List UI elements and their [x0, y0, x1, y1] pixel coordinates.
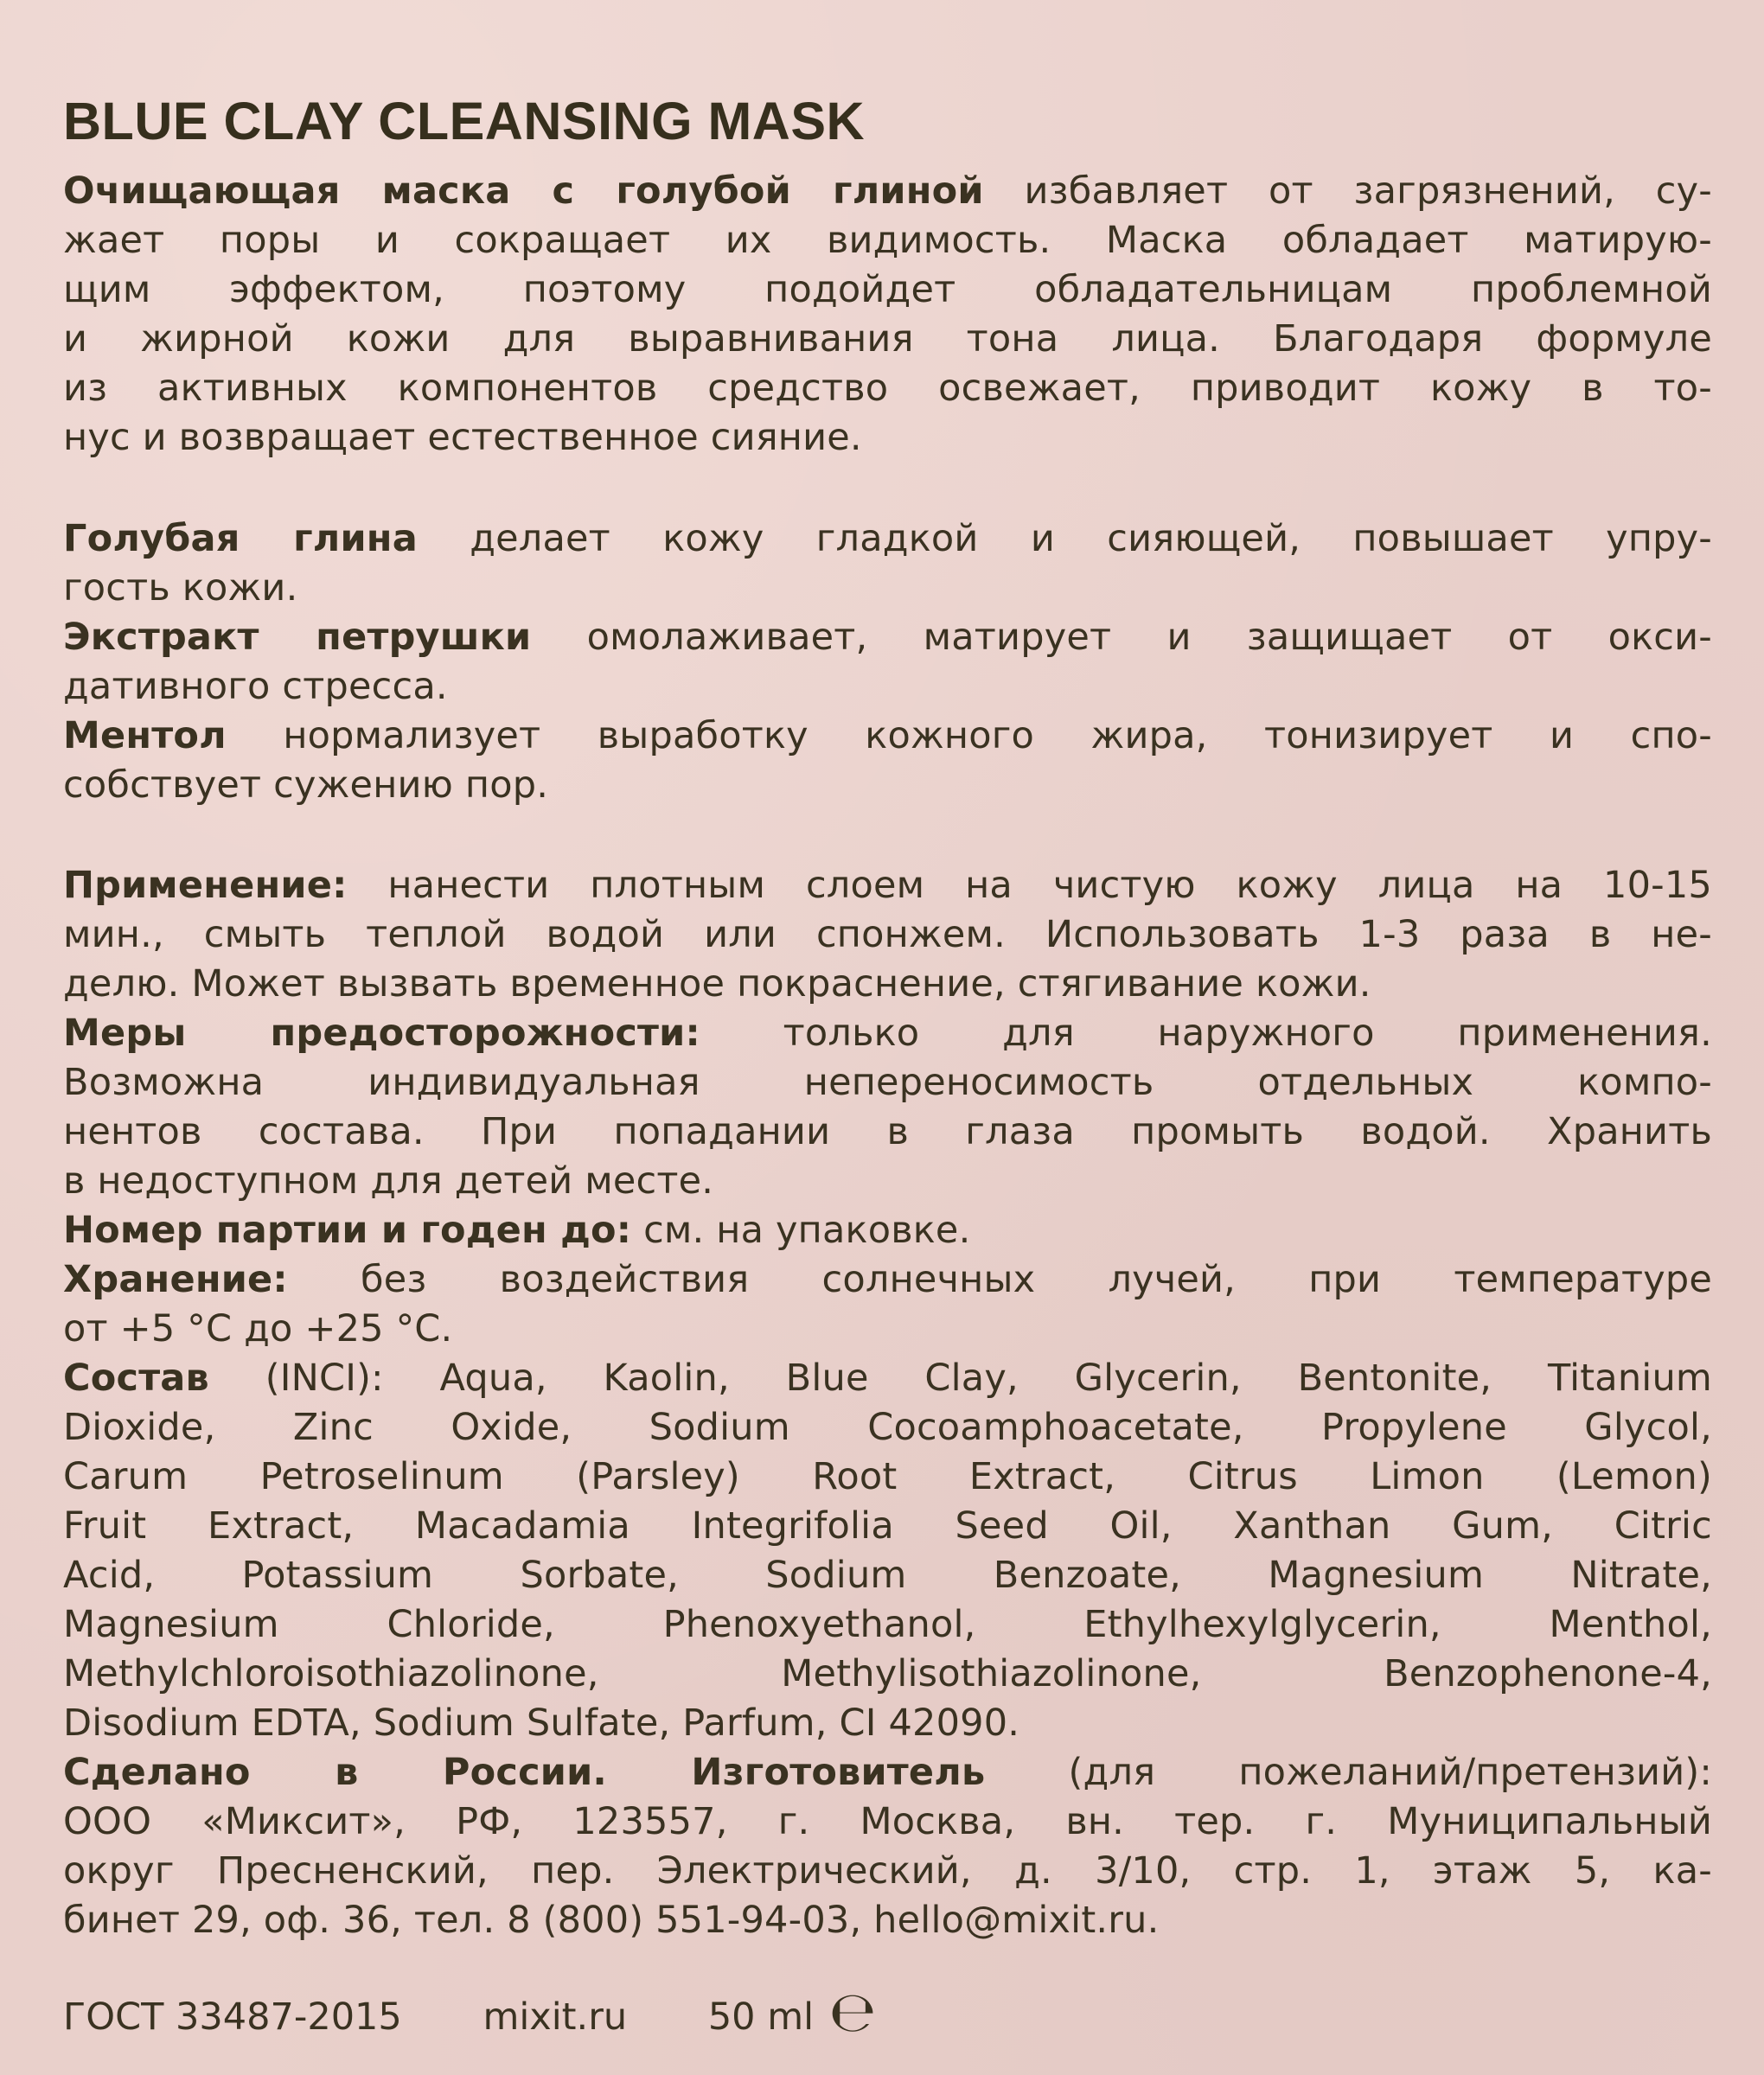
composition-line: Dioxide, Zinc Oxide, Sodium Cocoamphoacetate, Propylene Glycol,	[63, 1406, 1712, 1449]
intro-line: и жирной кожи для выравнивания тона лица. Благодаря формуле	[63, 317, 1712, 361]
precautions-line: Возможна индивидуальная непереносимость отдельных компо-	[63, 1061, 1712, 1104]
volume: 50 ml	[707, 1995, 815, 2039]
composition-line: Methylchloroisothiazolinone, Methylisothiazolinone, Benzophenone-4,	[63, 1652, 1712, 1695]
estimated-quantity-e-mark-icon: ℮	[828, 1981, 877, 2045]
intro-line: щим эффектом, поэтому подойдет обладательницам проблемной	[63, 268, 1712, 311]
composition-line: Fruit Extract, Macadamia Integrifolia Seed Oil, Xanthan Gum, Citric	[63, 1504, 1712, 1548]
product-title: BLUE CLAY CLEANSING MASK	[63, 91, 866, 150]
manufacturer-line: бинет 29, оф. 36, тел. 8 (800) 551-94-03, hello@mixit.ru.	[63, 1899, 1160, 1942]
composition-line: Carum Petroselinum (Parsley) Root Extract, Citrus Limon (Lemon)	[63, 1455, 1712, 1498]
composition-line: Magnesium Chloride, Phenoxyethanol, Ethylhexylglycerin, Menthol,	[63, 1603, 1712, 1646]
precautions-line: Меры предосторожности: только для наружного применения.	[63, 1012, 1712, 1055]
manufacturer-line: округ Пресненский, пер. Электрический, д. 3/10, стр. 1, этаж 5, ка-	[63, 1849, 1712, 1893]
usage-line: делю. Может вызвать временное покраснение, стягивание кожи.	[63, 962, 1371, 1006]
ingredient-highlights	[63, 514, 1712, 810]
highlight-line: гость кожи.	[63, 566, 298, 610]
details-section	[63, 861, 1712, 1945]
intro-paragraph	[63, 167, 1712, 463]
manufacturer-line: Сделано в России. Изготовитель (для пожеланий/претензий):	[63, 1751, 1713, 1794]
highlight-line: дативного стресса.	[63, 665, 448, 708]
highlight-blue-clay: Голубая глина делает кожу гладкой и сияющей, повышает упру-	[63, 517, 1712, 560]
precautions-line: в недоступном для детей месте.	[63, 1159, 714, 1203]
usage-line: Применение: нанести плотным слоем на чистую кожу лица на 10-15	[63, 864, 1712, 907]
storage-line: Хранение: без воздействия солнечных лучей, при температуре	[63, 1258, 1712, 1301]
website-link[interactable]: mixit.ru	[483, 1995, 628, 2039]
usage-line: мин., смыть теплой водой или спонжем. Использовать 1-3 раза в не-	[63, 913, 1712, 956]
precautions-line: нентов состава. При попадании в глаза промыть водой. Хранить	[63, 1110, 1712, 1153]
highlight-line: собствует сужению пор.	[63, 763, 549, 807]
footer	[63, 1981, 877, 2045]
gost-standard: ГОСТ 33487-2015	[63, 1995, 402, 2039]
highlight-parsley: Экстракт петрушки омолаживает, матирует и защищает от окси-	[63, 616, 1712, 659]
intro-line: из активных компонентов средство освежает, приводит кожу в то-	[63, 367, 1712, 410]
batch-expiry-line: Номер партии и годен до: см. на упаковке.	[63, 1209, 971, 1252]
storage-line: от +5 °С до +25 °С.	[63, 1307, 453, 1350]
highlight-menthol: Ментол нормализует выработку кожного жира, тонизирует и спо-	[63, 714, 1712, 757]
intro-line: Очищающая маска с голубой глиной избавляет от загрязнений, су-	[63, 169, 1713, 213]
composition-line: Disodium EDTA, Sodium Sulfate, Parfum, CI 42090.	[63, 1702, 1020, 1745]
intro-line: нус и возвращает естественное сияние.	[63, 416, 862, 459]
intro-line: жает поры и сокращает их видимость. Маска обладает матирую-	[63, 219, 1712, 262]
composition-line: Acid, Potassium Sorbate, Sodium Benzoate, Magnesium Nitrate,	[63, 1554, 1712, 1597]
composition-line: Состав (INCI): Aqua, Kaolin, Blue Clay, Glycerin, Bentonite, Titanium	[63, 1357, 1712, 1400]
manufacturer-line: ООО «Миксит», РФ, 123557, г. Москва, вн. тер. г. Муниципальный	[63, 1800, 1712, 1843]
